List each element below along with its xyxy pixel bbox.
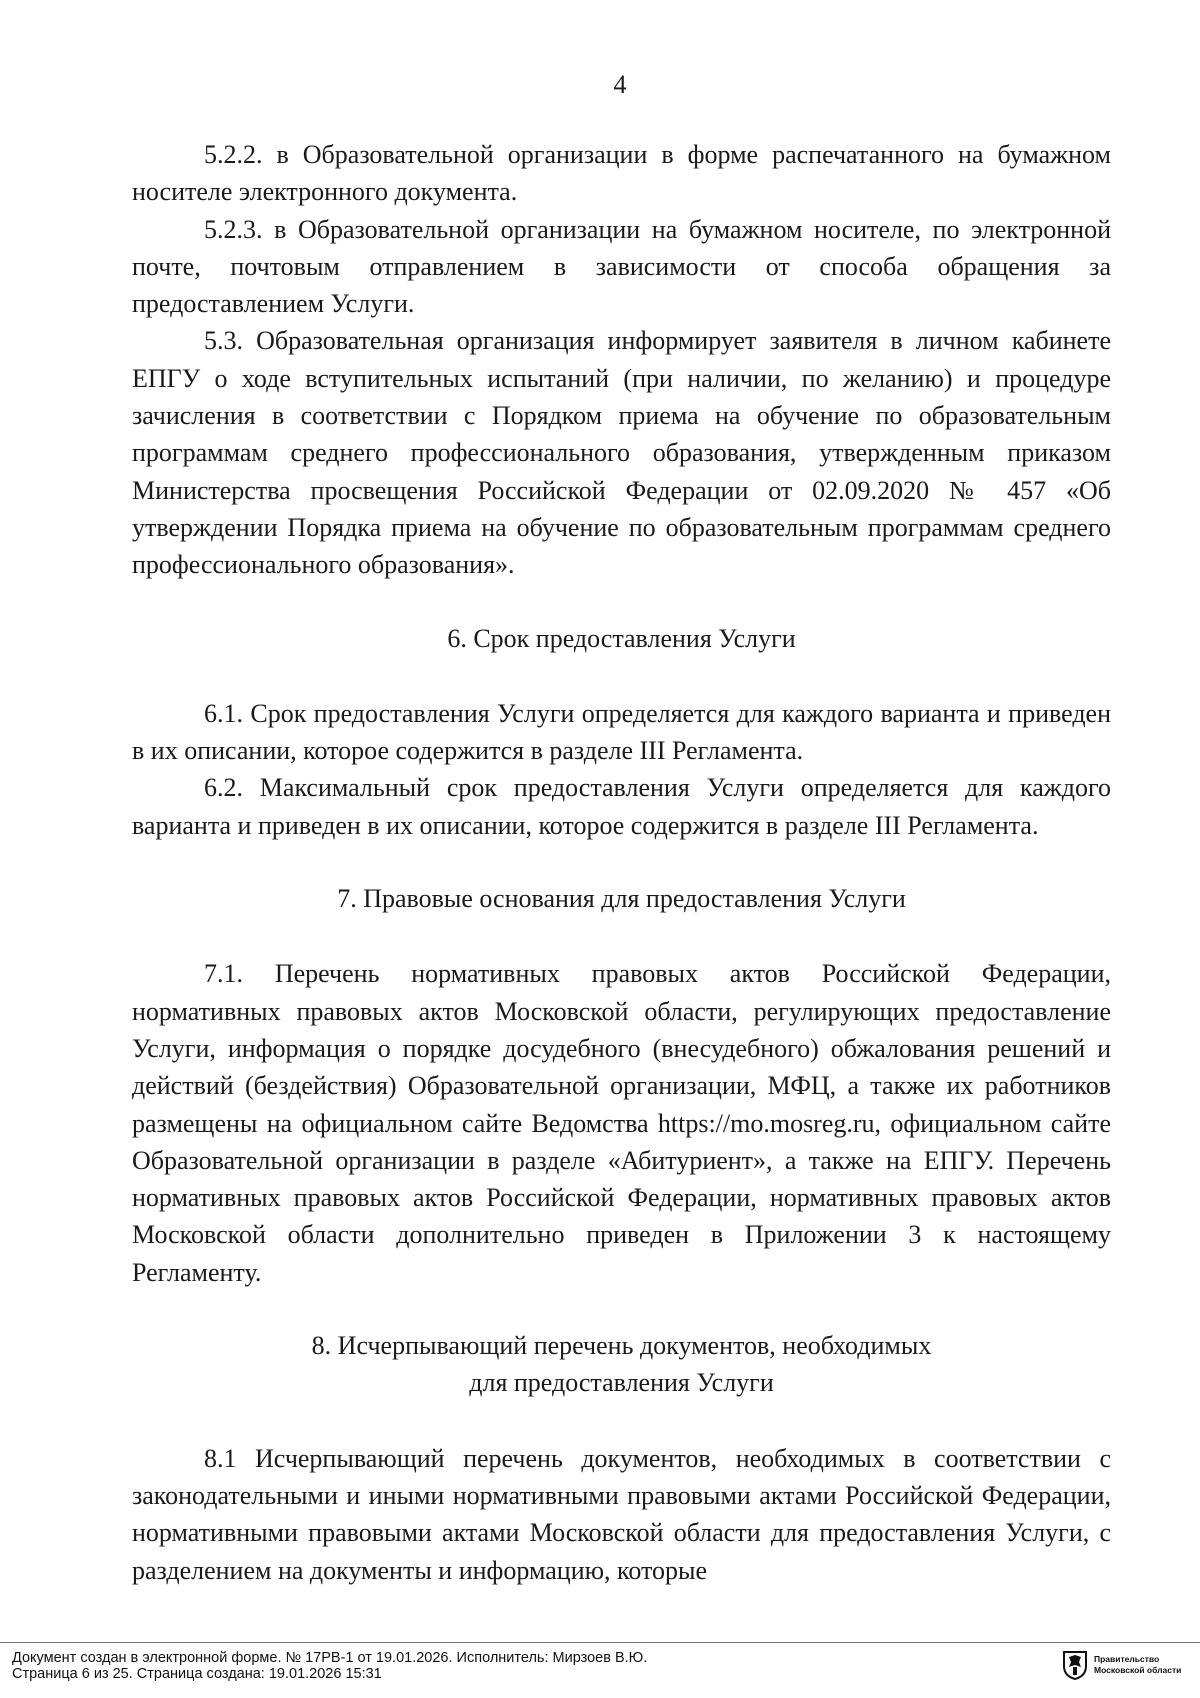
footer-divider xyxy=(0,1642,1200,1643)
footer-line-2: Страница 6 из 25. Страница создана: 19.01.2026 15:31 xyxy=(12,1666,382,1682)
paragraph-6-2: 6.2. Максимальный срок предоставления Услуги определяется для каждого варианта и приведен в их описании, которое содержится в разделе III Регламента. xyxy=(132,773,1111,840)
footer-line-1: Документ создан в электронной форме. № 17РВ-1 от 19.01.2026. Исполнитель: Мирзоев В.Ю. xyxy=(12,1650,648,1666)
page-number: 4 xyxy=(613,70,627,99)
paragraph-5-2-3: 5.2.3. в Образовательной организации на бумажном носителе, по электронной почте, почтовым отправлением в зависимости от способа обращения за предоставлением Услуги. xyxy=(132,214,1111,319)
paragraph-8-1: 8.1 Исчерпывающий перечень документов, необходимых в соответствии с законодательными и иными нормативными правовыми актами Российской Федерации, нормативными правовыми актами Московской области для предоставления Услуги, с разделением на документы и информацию, которые xyxy=(132,1443,1111,1585)
section-7-heading: 7. Правовые основания для предоставления Услуги xyxy=(337,884,906,914)
footer-stamp xyxy=(12,1650,647,1682)
document-body xyxy=(132,136,1111,1589)
section-8-heading-line-2: для предоставления Услуги xyxy=(469,1368,774,1398)
paragraph-5-3: 5.3. Образовательная организация информирует заявителя в личном кабинете ЕПГУ о ходе вступительных испытаний (при наличии, по желанию) и процедуре зачисления в соответствии с Порядком приема на обучение по образовательным программам среднего профессионального образования, утвержденным приказом Министерства просвещения Российской Федерации от 02.09.2020 № 457 «Об утверждении Порядка приема на обучение по образовательным программам среднего профессионального образования». xyxy=(132,326,1111,580)
section-6-heading: 6. Срок предоставления Услуги xyxy=(447,623,796,653)
coat-of-arms-icon xyxy=(1062,1650,1088,1680)
paragraph-5-2-2: 5.2.2. в Образовательной организации в форме распечатанного на бумажном носителе электронного документа. xyxy=(132,140,1111,207)
paragraph-7-1: 7.1. Перечень нормативных правовых актов Российской Федерации, нормативных правовых актов Московской области, регулирующих предоставление Услуги, информация о порядке досудебного (внесудебного) обжалования решений и действий (бездействия) Образовательной организации, МФЦ, а также их работников размещены на официальном сайте Ведомства https://mo.mosreg.ru, официальном сайте Образовательной организации в разделе «Абитуриент», а также на ЕПГУ. Перечень нормативных правовых актов Российской Федерации, нормативных правовых актов Московской области дополнительно приведен в Приложении 3 к настоящему Регламенту. xyxy=(132,959,1111,1287)
section-8-heading-line-1: 8. Исчерпывающий перечень документов, необходимых xyxy=(311,1331,932,1361)
government-logo xyxy=(1062,1650,1181,1680)
logo-line-1: Правительство xyxy=(1094,1654,1160,1664)
paragraph-6-1: 6.1. Срок предоставления Услуги определяется для каждого варианта и приведен в их описании, которое содержится в разделе III Регламента. xyxy=(132,698,1111,766)
logo-line-2: Московской области xyxy=(1094,1665,1182,1675)
